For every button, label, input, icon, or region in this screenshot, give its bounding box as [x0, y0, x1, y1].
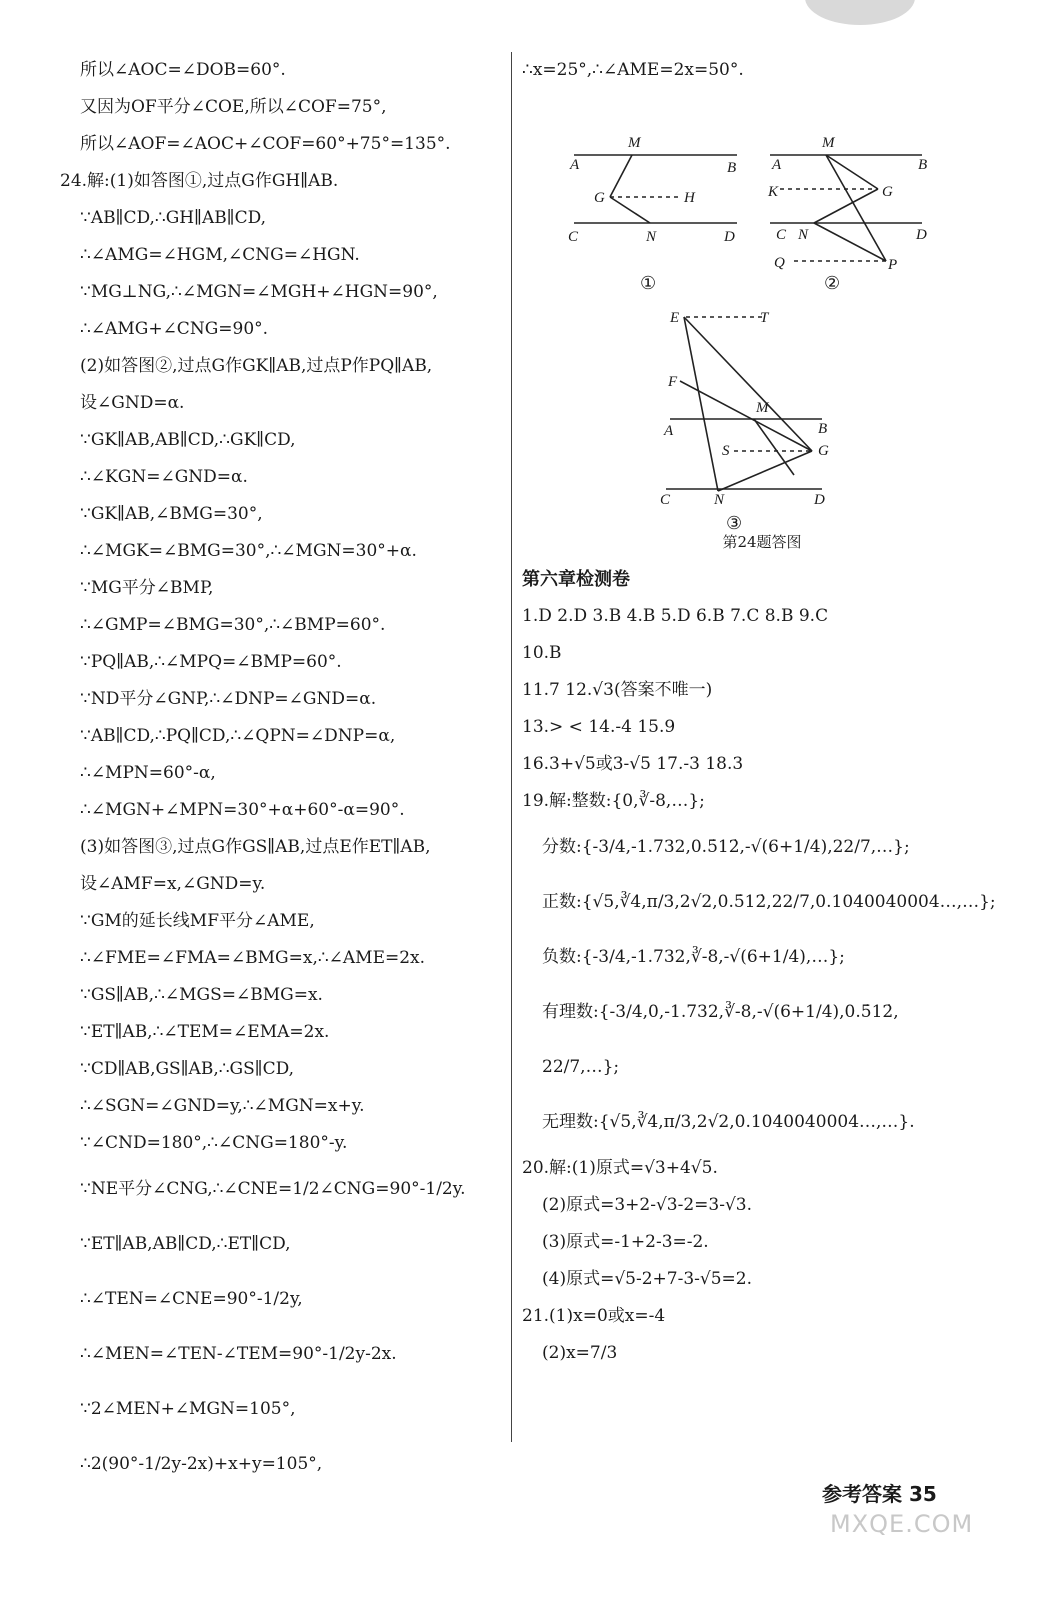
solution-line: 所以∠AOF=∠AOC+∠COF=60°+75°=135°.	[80, 134, 451, 154]
solution-line: ∴∠AMG=∠HGM,∠CNG=∠HGN.	[80, 245, 360, 265]
solution-line: ∴2(90°-1/2y-2x)+x+y=105°,	[80, 1454, 323, 1474]
label-M: M	[822, 135, 835, 151]
solution-line: ∵MG⊥NG,∴∠MGN=∠MGH+∠HGN=90°,	[80, 282, 438, 302]
set-line: 分数:{-3/4,-1.732,0.5̇12̇,-√(6+1/4),22/7,…};	[542, 837, 910, 857]
label-D: D	[724, 229, 735, 245]
label-A: A	[664, 423, 674, 439]
answer-line: 21.(1)x=0或x=-4	[522, 1306, 666, 1326]
figure-caption: 第24题答图	[722, 533, 802, 551]
label-Q: Q	[774, 255, 785, 271]
label-C: C	[660, 492, 671, 508]
solution-line: ∵MG平分∠BMP,	[80, 578, 214, 598]
solution-line: ∵ND平分∠GNP,∴∠DNP=∠GND=α.	[80, 689, 377, 709]
solution-line: ∵GM的延长线MF平分∠AME,	[80, 911, 315, 931]
right-column	[522, 52, 1002, 1372]
figure-number: ③	[726, 513, 743, 533]
figure-2	[767, 135, 927, 293]
solution-line: ∵GK∥AB,AB∥CD,∴GK∥CD,	[80, 430, 296, 450]
label-N: N	[646, 229, 657, 245]
label-A: A	[570, 157, 580, 173]
solution-line: ∴∠FME=∠FMA=∠BMG=x,∴∠AME=2x.	[80, 948, 426, 968]
answer-line: (4)原式=√5-2+7-3-√5=2.	[542, 1269, 753, 1289]
solution-line: 设∠GND=α.	[80, 393, 185, 413]
corner-decoration	[805, 0, 915, 25]
set-line: 无理数:{√5,∛4,π/3,2√2,0.1040040004…,…}.	[542, 1112, 915, 1132]
answer-list	[522, 598, 1002, 820]
figure-number: ②	[824, 273, 841, 293]
answer-line: (2)x=7/3	[542, 1343, 618, 1363]
answer-line: 10.B	[522, 643, 562, 663]
column-divider	[511, 52, 512, 1442]
solution-line: ∴∠SGN=∠GND=y,∴∠MGN=x+y.	[80, 1096, 365, 1116]
solution-line: ∵ET∥AB,∴∠TEM=∠EMA=2x.	[80, 1022, 330, 1042]
answer-line: 16.3+√5或3-√5 17.-3 18.3	[522, 754, 744, 774]
set-line: 负数:{-3/4,-1.732,∛-8,-√(6+1/4),…};	[542, 947, 845, 967]
solution-line: 设∠AMF=x,∠GND=y.	[80, 874, 266, 894]
answer-line: (3)原式=-1+2-3=-2.	[542, 1232, 709, 1252]
solution-line: ∵2∠MEN+∠MGN=105°,	[80, 1399, 296, 1419]
solution-line: ∴∠MGN+∠MPN=30°+α+60°-α=90°.	[80, 800, 405, 820]
label-A: A	[772, 157, 782, 173]
solution-line: ∴∠GMP=∠BMG=30°,∴∠BMP=60°.	[80, 615, 386, 635]
solution-line: ∴∠AMG+∠CNG=90°.	[80, 319, 269, 339]
set-line: 有理数:{-3/4,0,-1.732,∛-8,-√(6+1/4),0.5̇12̇,	[542, 1002, 899, 1022]
label-C: C	[568, 229, 579, 245]
set-line: 22/7,…};	[542, 1057, 620, 1077]
solution-line: ∵∠CND=180°,∴∠CNG=180°-y.	[80, 1133, 348, 1153]
label-B: B	[918, 157, 928, 173]
solution-line: ∴∠TEN=∠CNE=90°-1/2y,	[80, 1289, 303, 1309]
solution-line: ∵GS∥AB,∴∠MGS=∠BMG=x.	[80, 985, 323, 1005]
figure-3	[660, 310, 829, 533]
page-footer: 参考答案 35	[822, 1482, 937, 1506]
answer-line: (2)原式=3+2-√3-2=3-√3.	[542, 1195, 753, 1215]
solution-line: ∴∠MEN=∠TEN-∠TEM=90°-1/2y-2x.	[80, 1344, 397, 1364]
set-classification	[522, 820, 1002, 1150]
label-G: G	[818, 443, 829, 459]
label-N: N	[714, 492, 725, 508]
answer-list-bottom	[522, 1150, 1002, 1372]
label-M: M	[628, 135, 641, 151]
solution-line: ∵CD∥AB,GS∥AB,∴GS∥CD,	[80, 1059, 295, 1079]
label-S: S	[722, 443, 730, 459]
label-M: M	[756, 400, 769, 416]
figure-1	[568, 135, 737, 293]
solution-line: ∵AB∥CD,∴GH∥AB∥CD,	[80, 208, 267, 228]
solution-line: ∵GK∥AB,∠BMG=30°,	[80, 504, 263, 524]
label-D: D	[916, 227, 927, 243]
solution-line: ∴∠MPN=60°-α,	[80, 763, 216, 783]
label-K: K	[768, 184, 779, 200]
label-H: H	[684, 190, 695, 206]
solution-line: 所以∠AOC=∠DOB=60°.	[80, 60, 286, 80]
solution-line: 又因为OF平分∠COE,所以∠COF=75°,	[80, 97, 387, 117]
answer-line: ∴x=25°,∴∠AME=2x=50°.	[522, 60, 744, 80]
answer-line: 13.> < 14.-4 15.9	[522, 717, 676, 737]
label-G: G	[594, 190, 605, 206]
label-E: E	[670, 310, 680, 326]
solution-line: ∵NE平分∠CNG,∴∠CNE=1/2∠CNG=90°-1/2y.	[80, 1179, 466, 1199]
label-T: T	[760, 310, 769, 326]
solution-line: 24.解:(1)如答图①,过点G作GH∥AB.	[60, 171, 339, 191]
watermark: MXQE.COM	[830, 1510, 974, 1538]
solution-line: ∵ET∥AB,AB∥CD,∴ET∥CD,	[80, 1234, 291, 1254]
answer-line: 11.7 12.√3(答案不唯一)	[522, 680, 713, 700]
answer-line: 19.解:整数:{0,∛-8,…};	[522, 791, 705, 811]
set-line: 正数:{√5,∛4,π/3,2√2,0.5̇12̇,22/7,0.1040040004…,…};	[542, 892, 996, 912]
label-F: F	[668, 374, 678, 390]
answer-line: 20.解:(1)原式=√3+4√5.	[522, 1158, 718, 1178]
solution-line: (2)如答图②,过点G作GK∥AB,过点P作PQ∥AB,	[80, 356, 433, 376]
label-P: P	[888, 257, 898, 273]
label-D: D	[814, 492, 825, 508]
figure-24-diagrams	[522, 89, 1002, 533]
solution-line: ∵AB∥CD,∴PQ∥CD,∴∠QPN=∠DNP=α,	[80, 726, 396, 746]
solution-line: ∵PQ∥AB,∴∠MPQ=∠BMP=60°.	[80, 652, 342, 672]
label-C: C	[776, 227, 787, 243]
label-B: B	[818, 421, 828, 437]
label-N: N	[798, 227, 809, 243]
solution-line: ∴∠KGN=∠GND=α.	[80, 467, 248, 487]
solution-line: (3)如答图③,过点G作GS∥AB,过点E作ET∥AB,	[80, 837, 431, 857]
label-G: G	[882, 184, 893, 200]
label-B: B	[727, 160, 737, 176]
answer-line: 1.D 2.D 3.B 4.B 5.D 6.B 7.C 8.B 9.C	[522, 606, 829, 626]
solution-line: ∴∠MGK=∠BMG=30°,∴∠MGN=30°+α.	[80, 541, 417, 561]
figure-number: ①	[640, 273, 657, 293]
left-column	[60, 52, 500, 1492]
section-title: 第六章检测卷	[522, 569, 630, 590]
